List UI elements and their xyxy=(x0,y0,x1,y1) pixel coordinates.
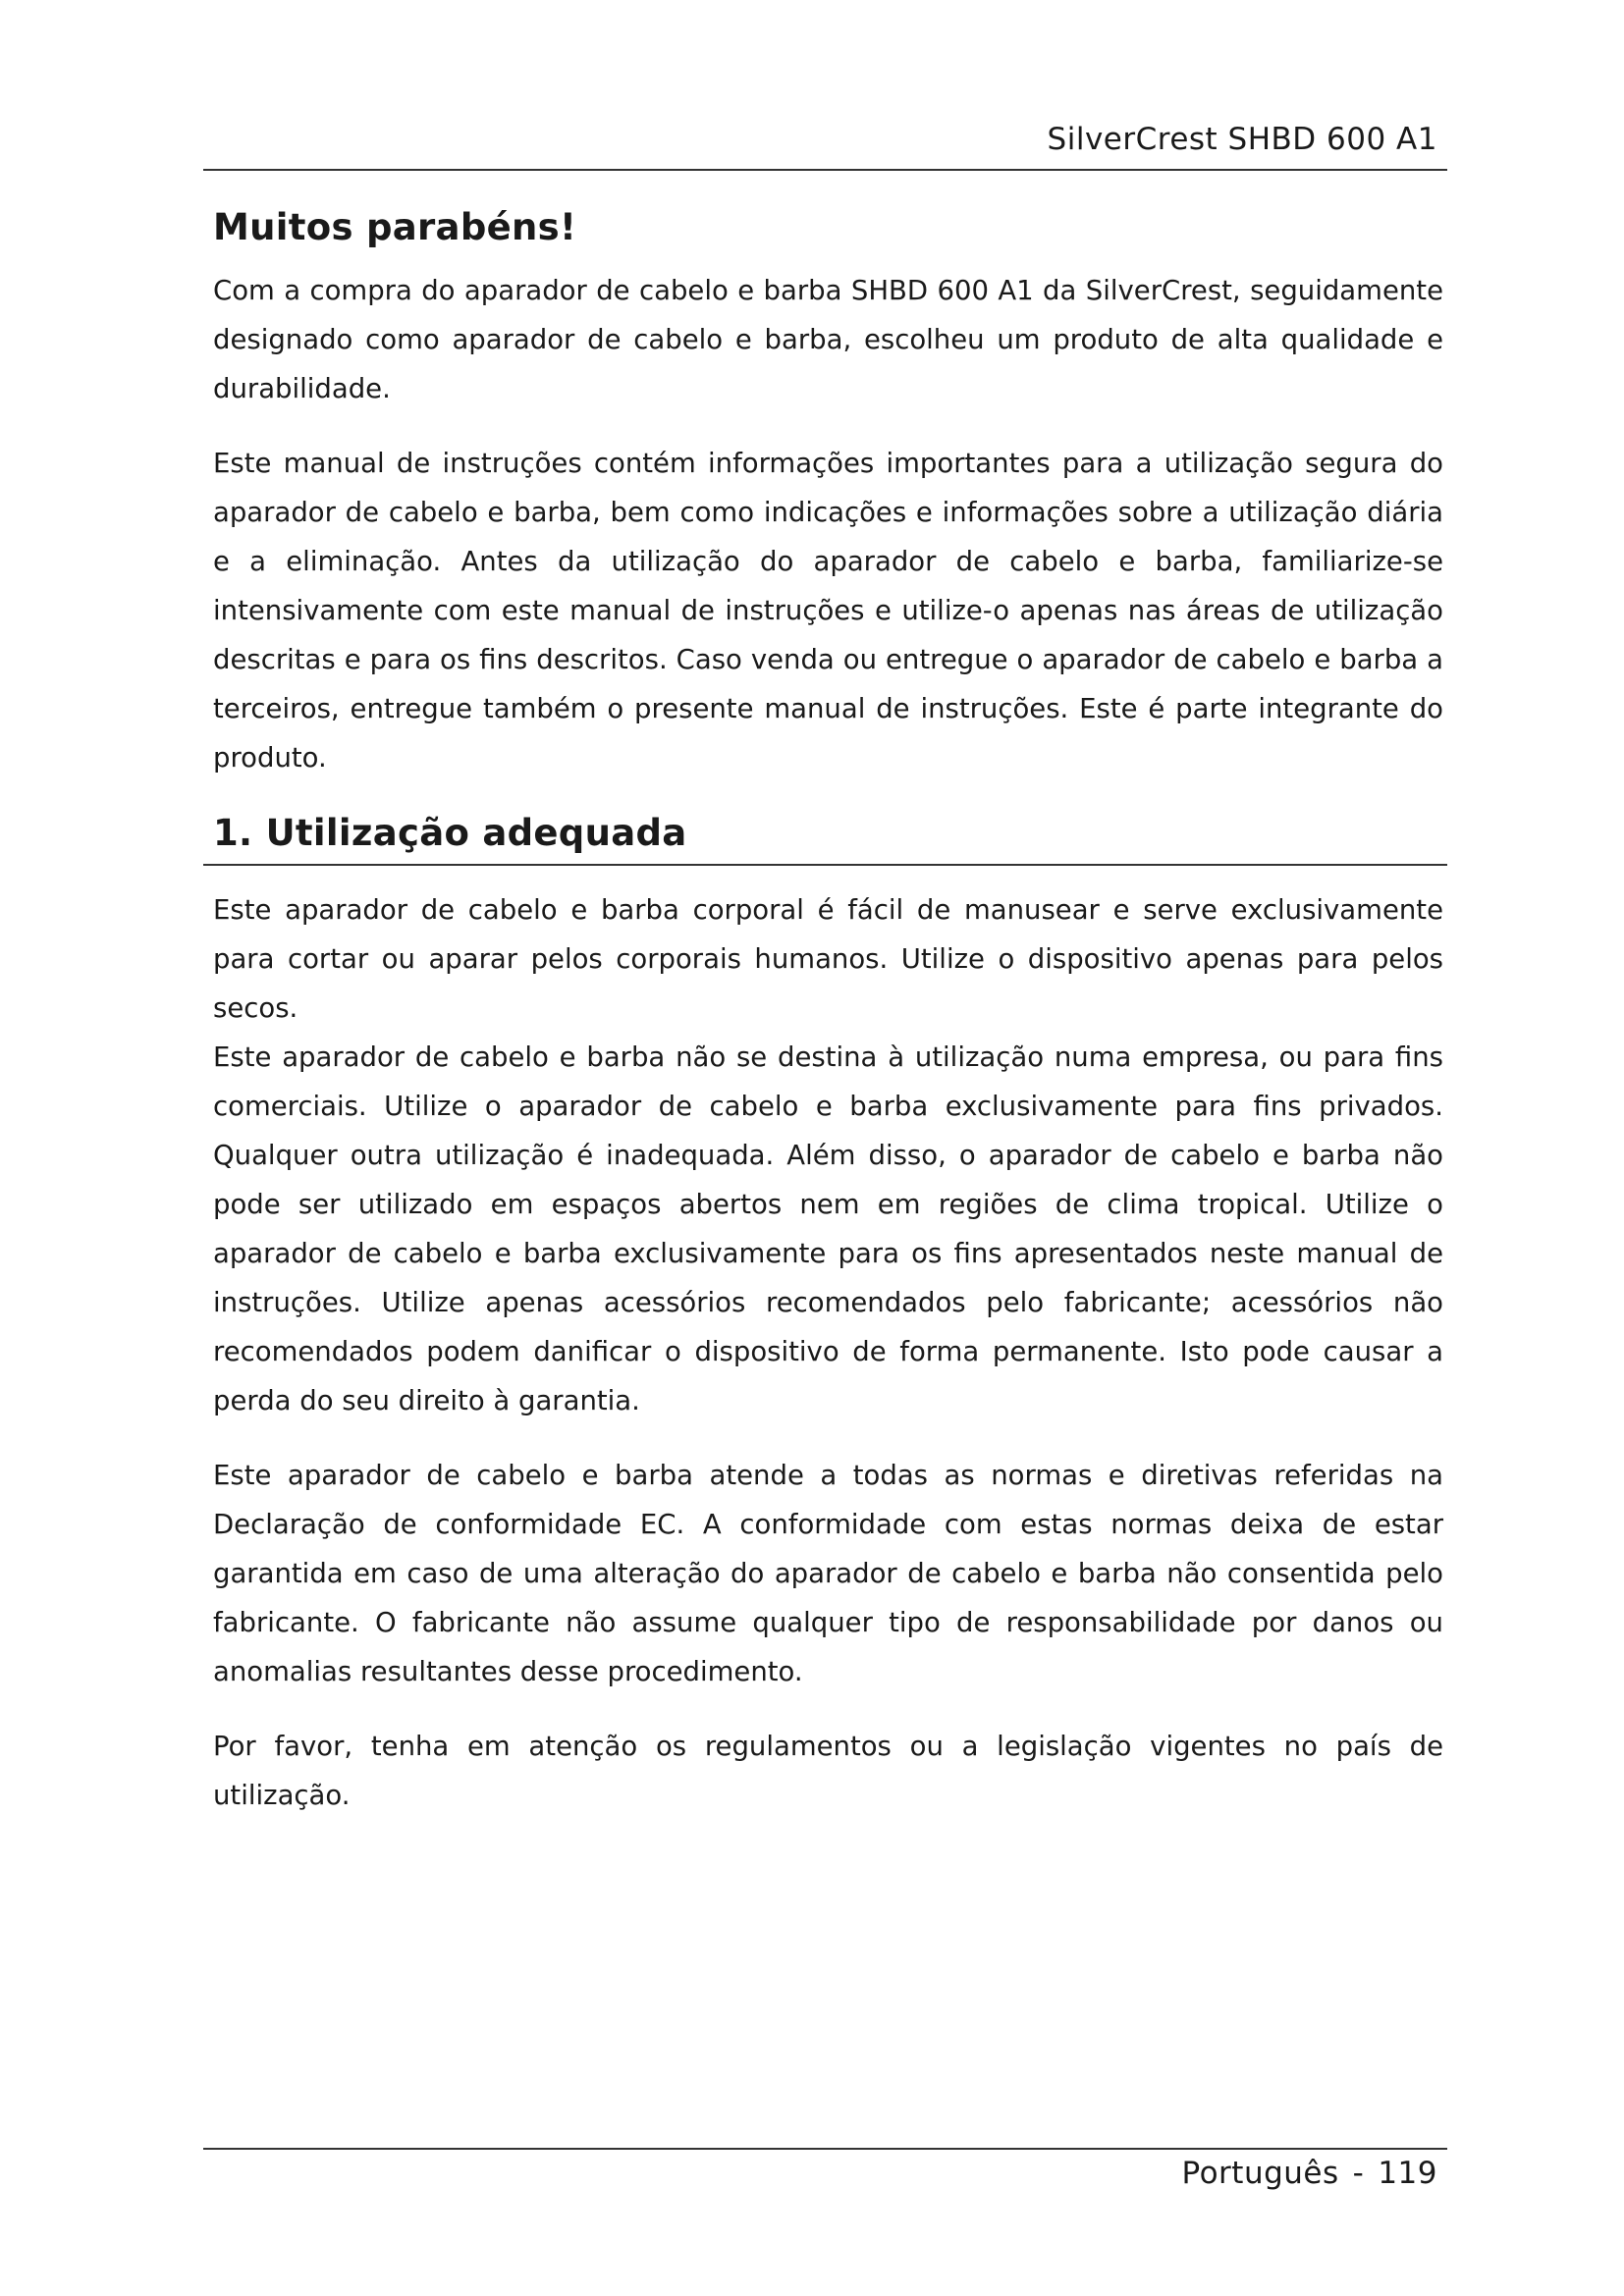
footer-language: Português xyxy=(1181,2156,1339,2191)
paragraph-gap xyxy=(213,1425,1443,1451)
footer-divider xyxy=(203,2148,1447,2150)
section-1-paragraph-1: Este aparador de cabelo e barba corporal é fácil de manusear e serve exclusivamente para cortar ou aparar pelos corporais humanos. Utilize o dispositivo apenas para pelos secos. xyxy=(213,894,1443,1024)
intro-heading: Muitos parabéns! xyxy=(213,206,577,248)
page-body xyxy=(213,206,1443,1820)
page-number: 119 xyxy=(1378,2156,1437,2191)
intro-paragraph-1: Com a compra do aparador de cabelo e barba SHBD 600 A1 da SilverCrest, seguidamente designado como aparador de cabelo e barba, escolheu um produto de alta qualidade e durabilidade. xyxy=(213,275,1443,404)
section-1-paragraph-3: Este aparador de cabelo e barba atende a todas as normas e diretivas referidas na Declaração de conformidade EC. A conformidade com estas normas deixa de estar garantida em caso de uma alteração do aparador de cabelo e barba não consentida pelo fabricante. O fabricante não assume qualquer tipo de responsabilidade por danos ou anomalias resultantes desse procedimento. xyxy=(213,1460,1443,1687)
paragraph-gap xyxy=(213,413,1443,439)
section-1-divider xyxy=(203,864,1447,866)
footer-separator: - xyxy=(1352,2156,1365,2191)
intro-paragraph-2: Este manual de instruções contém informações importantes para a utilização segura do aparador de cabelo e barba, bem como indicações e informações sobre a utilização diária e a eliminação. Antes da utilização do aparador de cabelo e barba, familiarize-se intensivamente com este manual de instruções e utilize-o apenas nas áreas de utilização descritas e para os fins descritos. Caso venda ou entregue o aparador de cabelo e barba a terceiros, entregue também o presente manual de instruções. Este é parte integrante do produto. xyxy=(213,448,1443,774)
page-footer xyxy=(1181,2156,1437,2191)
section-1-paragraph-4: Por favor, tenha em atenção os regulamentos ou a legislação vigentes no país de utilização. xyxy=(213,1731,1443,1811)
section-1-paragraph-2: Este aparador de cabelo e barba não se destina à utilização numa empresa, ou para fins comerciais. Utilize o aparador de cabelo e barba exclusivamente para fins privados. Qualquer outra utilização é inadequada. Além disso, o aparador de cabelo e barba não pode ser utilizado em espaços abertos nem em regiões de clima tropical. Utilize o aparador de cabelo e barba exclusivamente para os fins apresentados neste manual de instruções. Utilize apenas acessórios recomendados pelo fabricante; acessórios não recomendados podem danificar o dispositivo de forma permanente. Isto pode causar a perda do seu direito à garantia. xyxy=(213,1041,1443,1416)
header-divider xyxy=(203,169,1447,171)
section-1-heading: 1. Utilização adequada xyxy=(213,812,687,854)
running-header: SilverCrest SHBD 600 A1 xyxy=(1047,122,1437,157)
paragraph-gap xyxy=(213,1696,1443,1722)
